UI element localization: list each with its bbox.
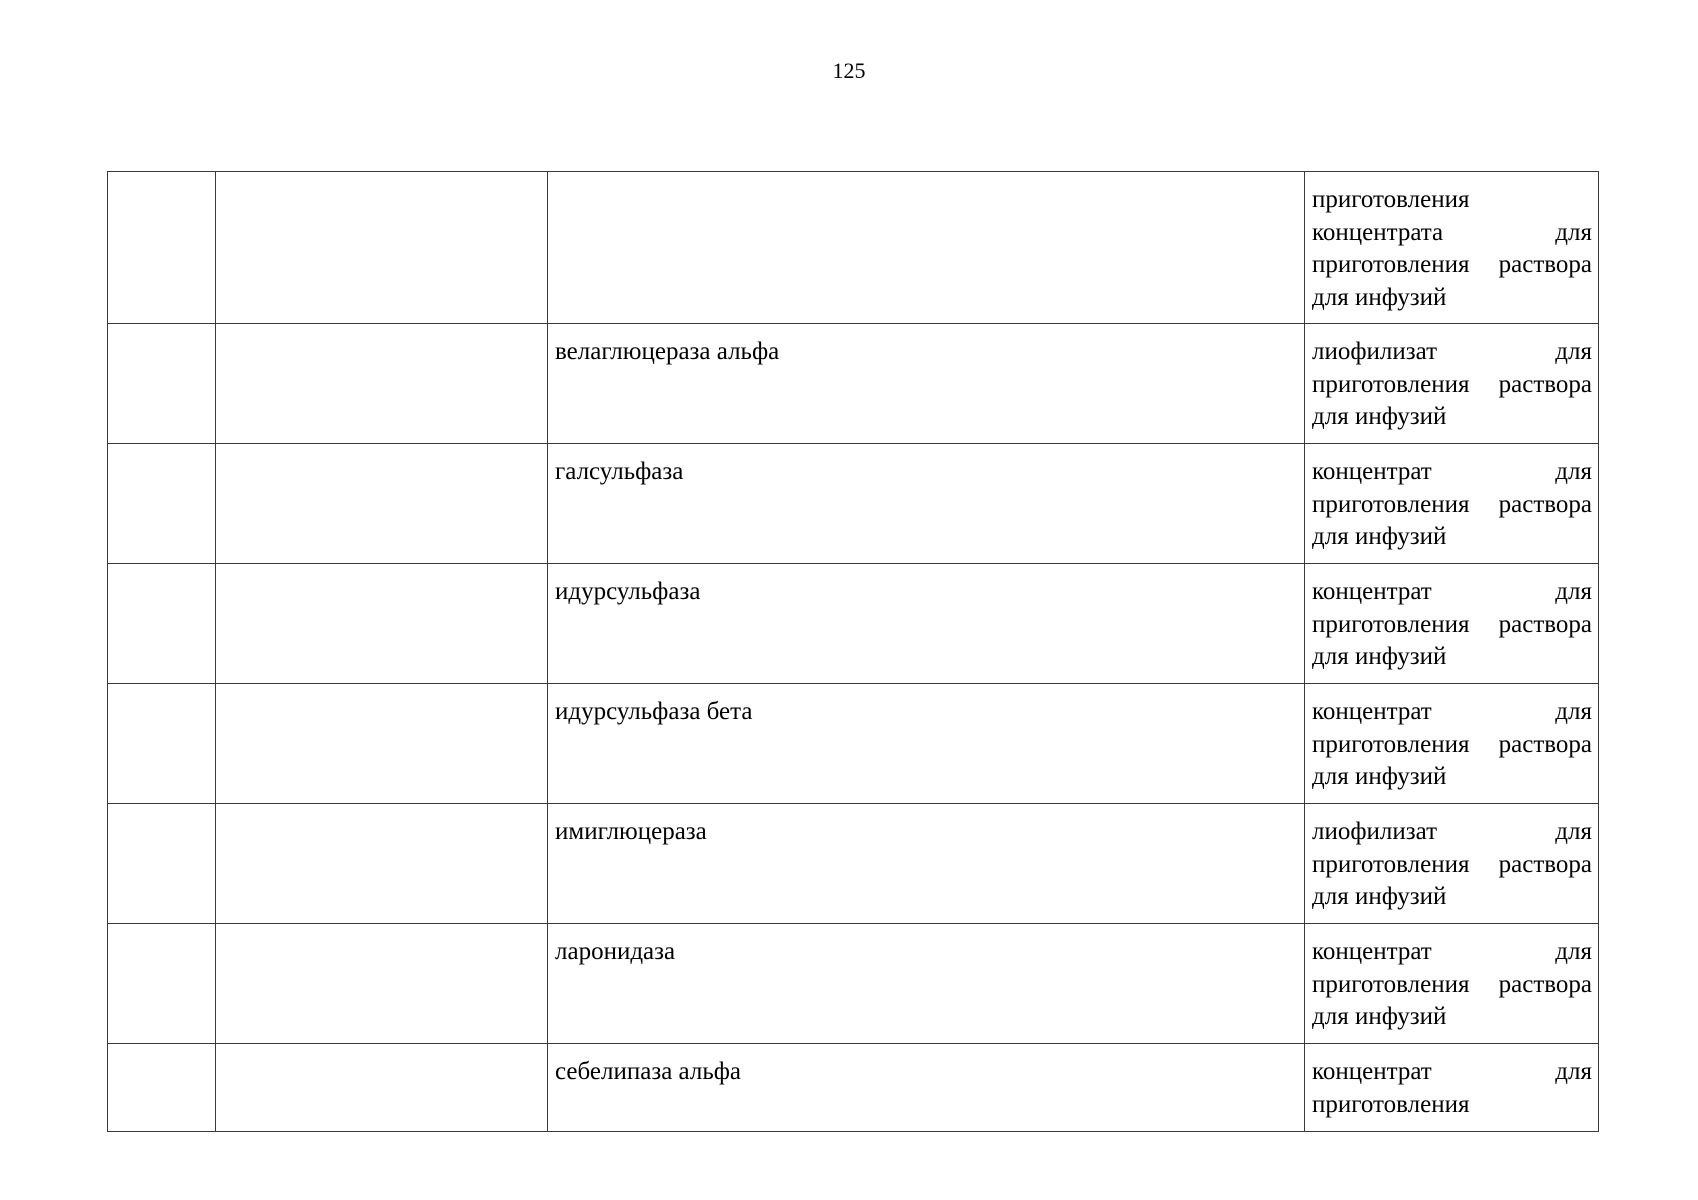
cell-code <box>108 804 216 924</box>
table-row <box>108 804 1599 924</box>
cell-drug-name: ларонидаза <box>548 924 1305 1044</box>
cell-group <box>216 324 548 444</box>
cell-drug-name: идурсульфаза бета <box>548 684 1305 804</box>
cell-group <box>216 444 548 564</box>
table-row <box>108 924 1599 1044</box>
cell-drug-name: имиглюцераза <box>548 804 1305 924</box>
cell-code <box>108 684 216 804</box>
cell-drug-name: велаглюцераза альфа <box>548 324 1305 444</box>
cell-dosage-form: приготовления концентрата для приготовления раствора для инфузий <box>1305 172 1599 324</box>
cell-dosage-form: концентрат для приготовления раствора для инфузий <box>1305 684 1599 804</box>
cell-group <box>216 1044 548 1132</box>
cell-code <box>108 324 216 444</box>
cell-drug-name: идурсульфаза <box>548 564 1305 684</box>
cell-drug-name <box>548 172 1305 324</box>
cell-group <box>216 924 548 1044</box>
cell-dosage-form: лиофилизат для приготовления раствора для инфузий <box>1305 324 1599 444</box>
table-row <box>108 1044 1599 1132</box>
table-row <box>108 444 1599 564</box>
cell-group <box>216 804 548 924</box>
page-number: 125 <box>832 58 866 83</box>
table-row <box>108 684 1599 804</box>
table-row <box>108 564 1599 684</box>
cell-dosage-form: концентрат для приготовления раствора для инфузий <box>1305 444 1599 564</box>
cell-dosage-form: концентрат для приготовления раствора для инфузий <box>1305 924 1599 1044</box>
drug-table <box>107 171 1599 1132</box>
cell-code <box>108 444 216 564</box>
cell-dosage-form: концентрат для приготовления раствора для инфузий <box>1305 564 1599 684</box>
cell-dosage-form: лиофилизат для приготовления раствора для инфузий <box>1305 804 1599 924</box>
cell-group <box>216 172 548 324</box>
cell-code <box>108 924 216 1044</box>
cell-code <box>108 564 216 684</box>
cell-drug-name: галсульфаза <box>548 444 1305 564</box>
cell-code <box>108 1044 216 1132</box>
table-row <box>108 172 1599 324</box>
cell-drug-name: себелипаза альфа <box>548 1044 1305 1132</box>
cell-group <box>216 564 548 684</box>
cell-dosage-form: концентрат для приготовления <box>1305 1044 1599 1132</box>
cell-group <box>216 684 548 804</box>
table-row <box>108 324 1599 444</box>
cell-code <box>108 172 216 324</box>
